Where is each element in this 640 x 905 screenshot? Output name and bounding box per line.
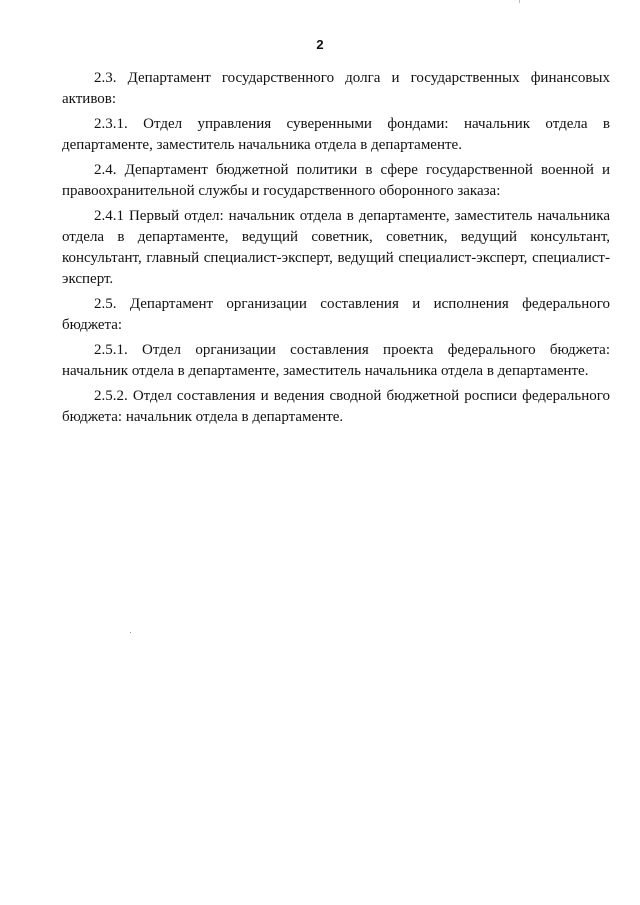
paragraph-2-3: 2.3. Департамент государственного долга и государственных финансовых активов:	[62, 70, 610, 107]
paragraph-2-4-1: 2.4.1 Первый отдел: начальник отдела в департаменте, заместитель начальника отдела в департаменте, ведущий советник, советник, ведущий консультант, консультант, главный специалист-эксперт, ведущий специалист-эксперт, специалист-эксперт.	[62, 208, 610, 287]
paragraph-2-3-1: 2.3.1. Отдел управления суверенными фондами: начальник отдела в департаменте, заместитель начальника отдела в департаменте.	[62, 116, 610, 153]
page-number: 2	[316, 37, 324, 52]
scan-speck	[130, 632, 131, 633]
document-body	[62, 68, 610, 432]
paragraph-2-5-1: 2.5.1. Отдел организации составления проекта федерального бюджета: начальник отдела в департаменте, заместитель начальника отдела в департаменте.	[62, 342, 610, 379]
paragraph-2-4: 2.4. Департамент бюджетной политики в сфере государственной военной и правоохранительной службы и государственного оборонного заказа:	[62, 162, 610, 199]
scan-mark	[519, 0, 520, 3]
paragraph-2-5-2: 2.5.2. Отдел составления и ведения сводной бюджетной росписи федерального бюджета: начальник отдела в департаменте.	[62, 388, 610, 425]
paragraph-2-5: 2.5. Департамент организации составления и исполнения федерального бюджета:	[62, 296, 610, 333]
